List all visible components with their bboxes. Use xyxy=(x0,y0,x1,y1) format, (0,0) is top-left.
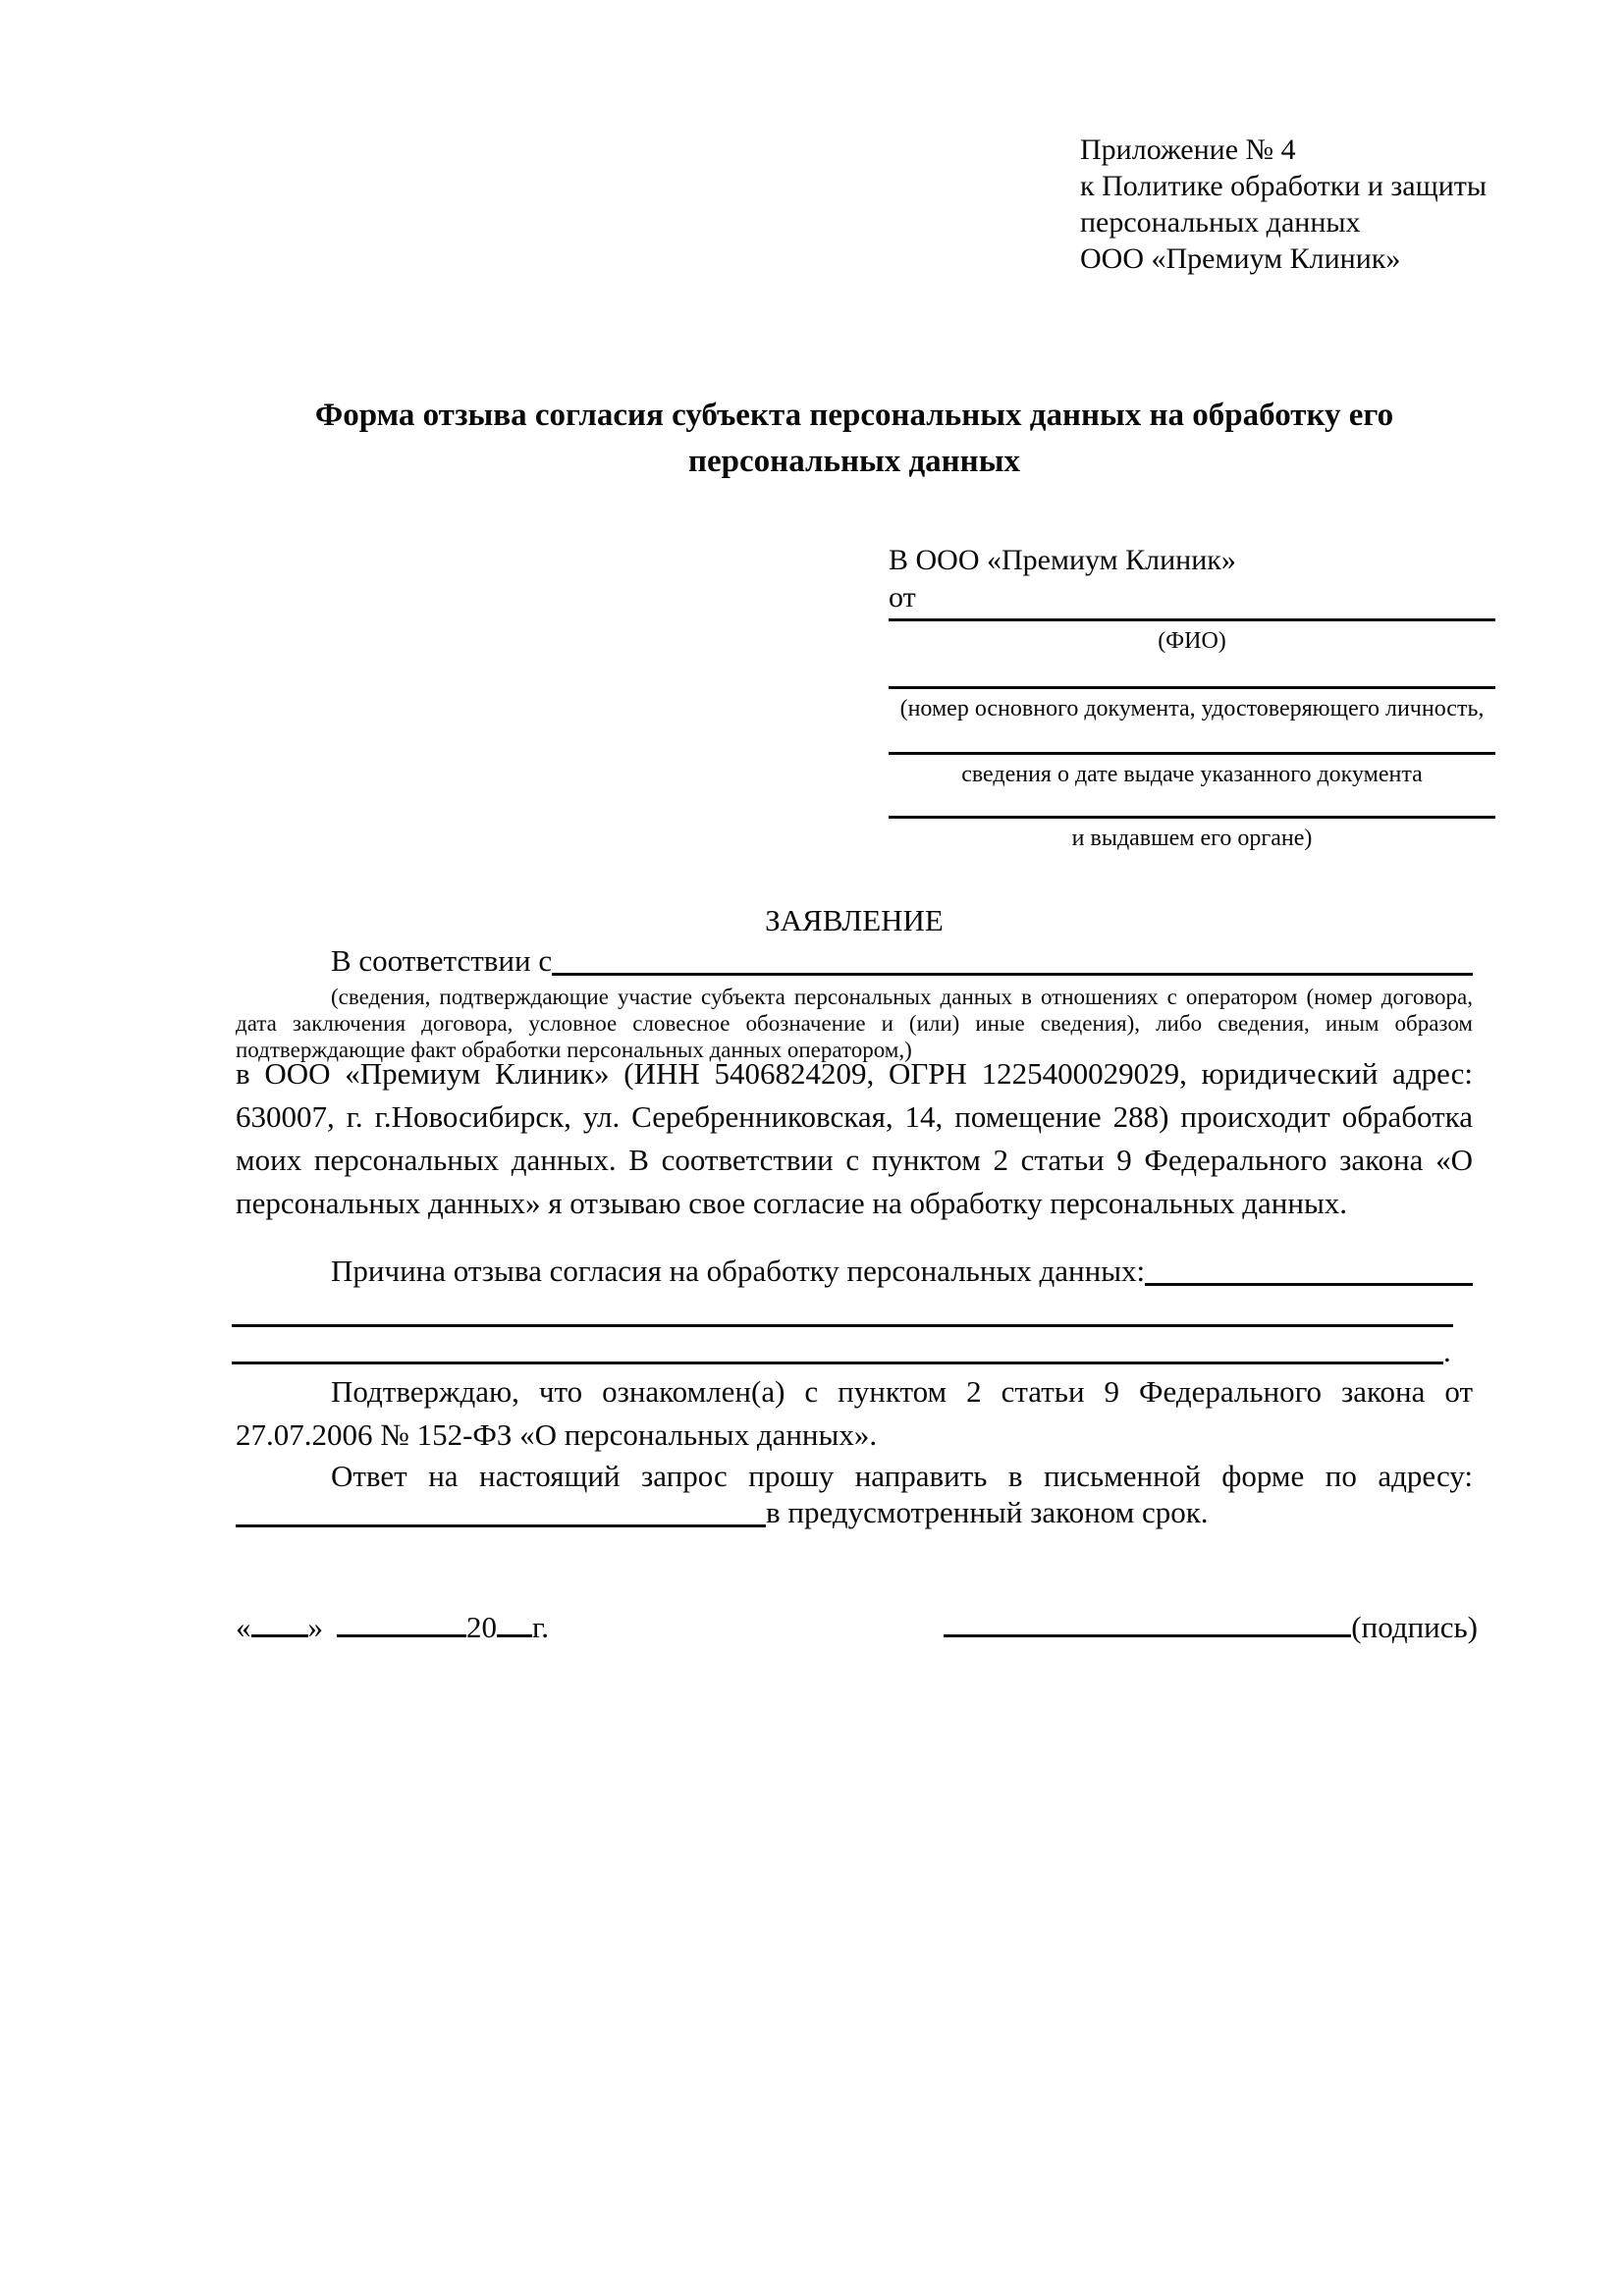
reply-address-blank-line xyxy=(236,1524,766,1527)
reason-blank-line-2 xyxy=(232,1324,1453,1327)
statement-body: в ООО «Премиум Клиник» (ИНН 5406824209, ОГРН 1225400029029, юридический адрес: 630007, г. г.Новосибирск, ул. Серебренниковская, 14, помещение 288) происходит обработка моих персональных данных. В соответствии с пунктом 2 статьи 9 Федерального закона «О персональных данных» я отзываю свое согласие на обработку персональных данных. xyxy=(236,1056,1473,1220)
document-number-caption: (номер основного документа, удостоверяющего личность, xyxy=(899,696,1485,721)
annex-reference-block xyxy=(1080,132,1487,277)
year-blank-line xyxy=(497,1634,532,1637)
document-title: Форма отзыва согласия субъекта персональных данных на обработку его персональных данных xyxy=(314,398,1394,479)
spacer xyxy=(889,722,1495,752)
reason-terminator: . xyxy=(1443,1334,1451,1368)
statement-heading: ЗАЯВЛЕНИЕ xyxy=(765,903,944,937)
month-blank-line xyxy=(337,1634,466,1637)
basis-row xyxy=(236,940,1473,982)
spacer xyxy=(889,655,1495,686)
basis-prefix: В соответствии с xyxy=(331,943,553,978)
spacer xyxy=(889,788,1495,816)
reply-suffix: в предусмотренный законом срок. xyxy=(766,1495,1209,1529)
date-open-quote: « xyxy=(236,1610,251,1644)
reason-blank-line-3 xyxy=(232,1362,1443,1364)
addressee-block xyxy=(889,542,1495,852)
basis-fine-print: (сведения, подтверждающие участие субъекта персональных данных в отношениях с оператором (номер договора, дата заключения договора, условное словесное обозначение и (или) иные сведения), либо сведения, иным образом подтверждающие факт обработки персональных данных оператором,) xyxy=(236,985,1473,1062)
basis-blank-line xyxy=(552,973,1473,976)
signature-caption: (подпись) xyxy=(1351,1610,1478,1644)
annex-line: персональных данных xyxy=(1080,206,1361,239)
date-close-quote: » xyxy=(307,1610,323,1644)
issue-date-caption: сведения о дате выдаче указанного документа xyxy=(961,762,1423,787)
reason-blank-line xyxy=(1145,1283,1473,1286)
day-blank-line xyxy=(251,1634,308,1637)
reply-address-row xyxy=(236,1492,1473,1533)
year-prefix: 20 xyxy=(466,1610,497,1644)
signature-blank-line xyxy=(944,1634,1351,1637)
annex-line: к Политике обработки и защиты xyxy=(1080,170,1488,202)
addressee-organization: В ООО «Премиум Клиник» xyxy=(889,544,1236,576)
addressee-from-label: от xyxy=(889,581,916,614)
reason-label: Причина отзыва согласия на обработку персональных данных: xyxy=(331,1254,1146,1288)
annex-line: ООО «Премиум Клиник» xyxy=(1080,242,1401,275)
annex-line: Приложение № 4 xyxy=(1080,133,1296,166)
year-suffix: г. xyxy=(532,1610,549,1644)
reply-request-line: Ответ на настоящий запрос прошу направить в письменной форме по адресу: xyxy=(331,1459,1473,1493)
issuing-authority-caption: и выдавшем его органе) xyxy=(1071,826,1313,851)
fio-caption: (ФИО) xyxy=(1158,628,1226,654)
reason-row xyxy=(236,1251,1473,1292)
reason-blank-line-3-row xyxy=(232,1333,1461,1370)
date-field xyxy=(236,1606,549,1649)
signature-field xyxy=(944,1606,1478,1649)
confirmation-paragraph: Подтверждаю, что ознакомлен(а) с пунктом 2 статьи 9 Федерального закона от 27.07.2006 № 152-ФЗ «О персональных данных». xyxy=(236,1374,1473,1452)
date-signature-row xyxy=(236,1606,1478,1649)
